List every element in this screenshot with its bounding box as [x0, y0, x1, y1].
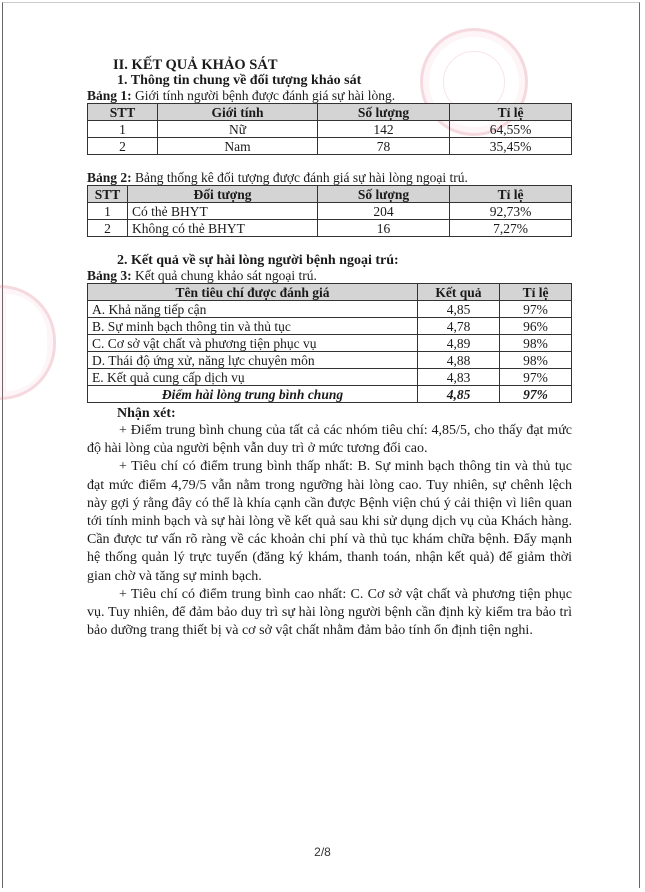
cell-stt: 2 — [88, 220, 128, 237]
header-cell: Số lượng — [318, 104, 450, 121]
table-header-row — [88, 284, 572, 301]
table-row — [88, 220, 572, 237]
cell-stt: 1 — [88, 203, 128, 220]
cell-score: 4,85 — [418, 301, 500, 318]
cell-count: 204 — [318, 203, 450, 220]
header-cell: Giới tính — [158, 104, 318, 121]
cell-rate: 97% — [500, 301, 572, 318]
remarks-title: Nhận xét: — [117, 406, 176, 421]
table1-caption — [87, 89, 572, 103]
cell-rate: 98% — [500, 352, 572, 369]
table-row — [88, 138, 572, 155]
table2-caption-text: Bảng thống kê đối tượng được đánh giá sự hài lòng ngoại trú. — [131, 170, 468, 185]
table-row — [88, 203, 572, 220]
table1-caption-label: Bảng 1: — [87, 88, 132, 103]
cell-rate: 96% — [500, 318, 572, 335]
table-row — [88, 301, 572, 318]
table1-caption-text: Giới tính người bệnh được đánh giá sự hài lòng. — [131, 88, 396, 103]
table2-caption — [87, 171, 572, 185]
table-row — [88, 352, 572, 369]
cell-score: 4,89 — [418, 335, 500, 352]
header-cell: Đối tượng — [128, 186, 318, 203]
cell-rate: 97% — [500, 369, 572, 386]
table-header-row — [88, 104, 572, 121]
remark-paragraph: + Tiêu chí có điểm trung bình thấp nhất: B. Sự minh bạch thông tin và thủ tục đạt mức điểm 4,79/5 vẫn nằm trong ngưỡng hài lòng cao. Tuy nhiên, sự chênh lệch này gợi ý rằng đây có thể là khía cạnh cần được Bệnh viện chú ý cải thiện vì liên quan tới tính minh bạch và sự hài lòng về kết quả sau khi sử dụng dịch vụ của Khách hàng. Cần được tư vấn rõ ràng về các khoản chi phí và thủ tục khám chữa bệnh. Đẩy mạnh hệ thống quản lý trực tuyến (đăng ký khám, thanh toán, nhận kết quả) để giảm thời gian chờ và tăng sự minh bạch. — [87, 459, 572, 584]
cell-subject: Không có thẻ BHYT — [128, 220, 318, 237]
table3-results — [87, 283, 572, 403]
page-number: 2/8 — [314, 845, 331, 859]
header-cell: Tỉ lệ — [500, 284, 572, 301]
cell-total-rate: 97% — [500, 386, 572, 403]
cell-rate: 35,45% — [450, 138, 572, 155]
cell-gender: Nữ — [158, 121, 318, 138]
cell-gender: Nam — [158, 138, 318, 155]
cell-criterion: A. Khả năng tiếp cận — [88, 301, 418, 318]
table-header-row — [88, 186, 572, 203]
red-seal-stamp-partial — [0, 285, 56, 400]
table-row — [88, 318, 572, 335]
table2-caption-label: Bảng 2: — [87, 170, 132, 185]
header-cell: Kết quả — [418, 284, 500, 301]
cell-rate: 64,55% — [450, 121, 572, 138]
cell-count: 142 — [318, 121, 450, 138]
cell-rate: 92,73% — [450, 203, 572, 220]
header-cell: STT — [88, 104, 158, 121]
subsection-title-1: 1. Thông tin chung về đối tượng khảo sát — [117, 73, 362, 88]
cell-stt: 1 — [88, 121, 158, 138]
section-title: II. KẾT QUẢ KHẢO SÁT — [113, 57, 278, 73]
header-cell: Tỉ lệ — [450, 104, 572, 121]
table3-caption — [87, 269, 572, 283]
cell-stt: 2 — [88, 138, 158, 155]
table1-gender — [87, 103, 572, 155]
cell-count: 16 — [318, 220, 450, 237]
cell-criterion: E. Kết quả cung cấp dịch vụ — [88, 369, 418, 386]
cell-total-label: Điểm hài lòng trung bình chung — [88, 386, 418, 403]
cell-total-score: 4,85 — [418, 386, 500, 403]
cell-rate: 98% — [500, 335, 572, 352]
table-row — [88, 369, 572, 386]
cell-count: 78 — [318, 138, 450, 155]
remark-paragraph: + Điểm trung bình chung của tất cả các nhóm tiêu chí: 4,85/5, cho thấy đạt mức độ hài lòng của người bệnh vẫn duy trì ở mức tương đối cao. — [87, 423, 572, 457]
cell-criterion: C. Cơ sở vật chất và phương tiện phục vụ — [88, 335, 418, 352]
table3-caption-label: Bảng 3: — [87, 268, 132, 283]
document-body — [87, 57, 572, 640]
cell-score: 4,78 — [418, 318, 500, 335]
subsection-title-2: 2. Kết quả về sự hài lòng người bệnh ngoại trú: — [117, 253, 399, 268]
cell-criterion: D. Thái độ ứng xử, năng lực chuyên môn — [88, 352, 418, 369]
remark-paragraph: + Tiêu chí có điểm trung bình cao nhất: C. Cơ sở vật chất và phương tiện phục vụ. Tuy nhiên, để đảm bảo duy trì sự hài lòng người bệnh cần định kỳ kiểm tra bảo trì bảo dưỡng trang thiết bị và cơ sở vật chất nhằm đảm bảo tính ổn định tiện nghi. — [87, 586, 572, 639]
table-row — [88, 335, 572, 352]
table3-caption-text: Kết quả chung khảo sát ngoại trú. — [131, 268, 317, 283]
table-row — [88, 121, 572, 138]
header-cell: Tên tiêu chí được đánh giá — [88, 284, 418, 301]
cell-subject: Có thẻ BHYT — [128, 203, 318, 220]
header-cell: STT — [88, 186, 128, 203]
table-total-row — [88, 386, 572, 403]
header-cell: Tỉ lệ — [450, 186, 572, 203]
header-cell: Số lượng — [318, 186, 450, 203]
table2-subjects — [87, 185, 572, 237]
cell-score: 4,88 — [418, 352, 500, 369]
cell-score: 4,83 — [418, 369, 500, 386]
cell-rate: 7,27% — [450, 220, 572, 237]
cell-criterion: B. Sự minh bạch thông tin và thủ tục — [88, 318, 418, 335]
